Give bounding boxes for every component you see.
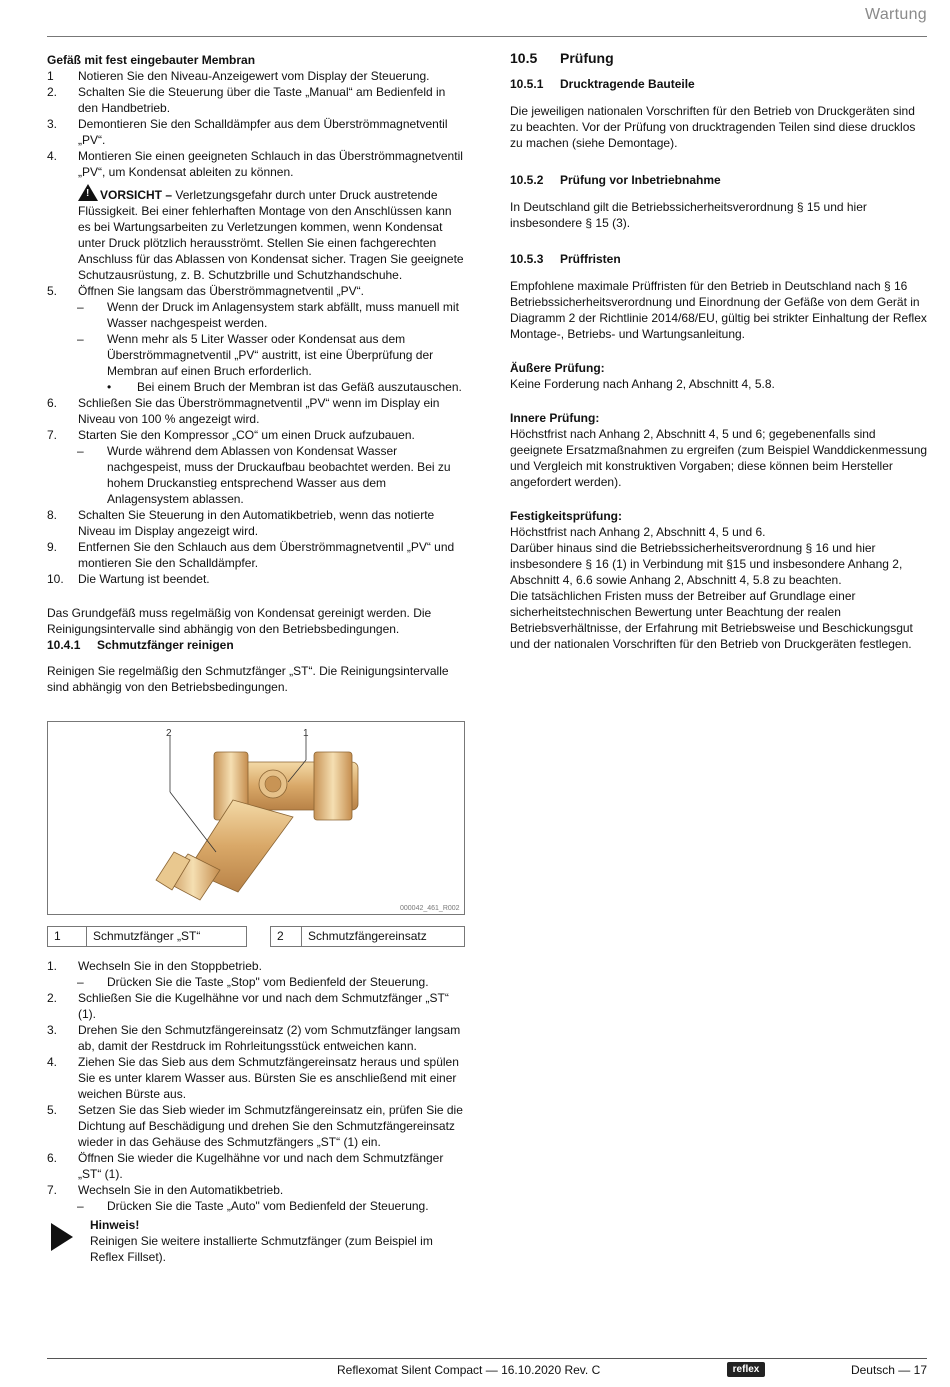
right-column: [510, 50, 928, 652]
step-b1-sub: [47, 974, 465, 990]
step-text: Demontieren Sie den Schalldämpfer aus dem Überströmmagnetventil „PV“.: [78, 117, 448, 147]
step-text: Drücken Sie die Taste „Stop" vom Bedienfeld der Steuerung.: [107, 975, 429, 989]
step-b2: [47, 990, 465, 1022]
legend-item-2: [270, 926, 465, 947]
strainer-figure: [47, 721, 465, 915]
step-number: 10.: [47, 572, 64, 586]
hint-title: Hinweis!: [90, 1218, 140, 1232]
step-text: Schließen Sie die Kugelhähne vor und nach dem Schmutzfänger „ST“ (1).: [78, 991, 449, 1021]
footer-document-info: Reflexomat Silent Compact — 16.10.2020 Rev. C: [337, 1363, 601, 1377]
section-10-4-1-heading: [47, 637, 465, 653]
step-text: Öffnen Sie wieder die Kugelhähne vor und nach dem Schmutzfänger „ST“ (1).: [78, 1151, 444, 1181]
step-a3: [47, 116, 465, 148]
step-text: Schalten Sie Steuerung in den Automatikbetrieb, wenn das notierte Niveau im Display angezeigt wird.: [78, 508, 435, 538]
step-b7-sub: [47, 1198, 465, 1214]
step-text: Schließen Sie das Überströmmagnetventil „PV“ wenn im Display ein Niveau von 100 % angezeigt wird.: [78, 396, 440, 426]
section-number: 10.5.3: [510, 252, 544, 266]
section-10-5-3-text: Empfohlene maximale Prüffristen für den Betrieb in Deutschland nach § 16 Betriebssicherheitsverordnung und Einordnung der Gefäße von dem Gerät in Diagramm 2 der Richtlinie 2014/68/EU, gültig bei strikter Einhaltung der Reflex Montage-, Betriebs- und Wartungsanleitung.: [510, 279, 927, 341]
section-10-5-1-text: Die jeweiligen nationalen Vorschriften für den Betrieb von Druckgeräten sind zu beachten. Vor der Prüfung von drucktragenden Teilen sind diese drucklos zu machen (siehe Demontage).: [510, 104, 916, 150]
warning-label: VORSICHT –: [100, 188, 173, 202]
hint-block: [47, 1217, 465, 1265]
step-number: 7.: [47, 428, 58, 442]
strainer-steps: [47, 958, 465, 1214]
step-b7: [47, 1182, 465, 1198]
step-text: Wenn mehr als 5 Liter Wasser oder Kondensat aus dem Überströmmagnetventil „PV“ austritt, ist eine Überprüfung der Membran auf einen Bruch erforderlich.: [107, 332, 434, 378]
step-a8: [47, 507, 465, 539]
section-10-5-3-heading: [510, 251, 928, 267]
step-b4: [47, 1054, 465, 1102]
step-number: 9.: [47, 540, 58, 554]
step-text: Bei einem Bruch der Membran ist das Gefäß auszutauschen.: [137, 380, 462, 394]
legend-item-1: [47, 926, 247, 947]
section-10-5-1-heading: [510, 76, 928, 92]
header-title: Wartung: [865, 6, 927, 23]
strength-test-text-3: Die tatsächlichen Fristen muss der Betreiber auf Grundlage einer sicherheitstechnischen Bewertung unter Beachtung der realen Betriebsverhältnisse, der Erfahrung mit Betriebsweise und Beschickungsgut und der nationalen Vorschriften für den Betrieb von Druckgeräten festlegen.: [510, 589, 913, 651]
step-a1: [47, 68, 465, 84]
reflex-logo: reflex: [727, 1362, 765, 1377]
strength-test-heading: Festigkeitsprüfung:: [510, 509, 623, 523]
step-text: Wenn der Druck im Anlagensystem stark abfällt, muss manuell mit Wasser nachgespeist werden.: [107, 300, 459, 330]
step-number: 8.: [47, 508, 58, 522]
legend-key: 2: [271, 927, 302, 946]
dash-marker: –: [77, 975, 84, 989]
dash-marker: –: [77, 1199, 84, 1213]
footer-divider: [47, 1358, 927, 1359]
step-text: Ziehen Sie das Sieb aus dem Schmutzfängereinsatz heraus und spülen Sie es unter klarem Wasser aus. Bürsten Sie es anschließend mit einer weichen Bürste aus.: [78, 1055, 459, 1101]
step-number: 3.: [47, 117, 58, 131]
legend-key: 1: [48, 927, 87, 946]
section-10-5-2-heading: [510, 172, 928, 188]
step-text: Setzen Sie das Sieb wieder im Schmutzfängereinsatz ein, prüfen Sie die Dichtung auf Beschädigung und drehen Sie den Schmutzfängereinsatz wieder in das Gehäuse des Schmutzfängers „ST“ (1) ein.: [78, 1103, 463, 1149]
step-number: 3.: [47, 1023, 58, 1037]
step-text: Montieren Sie einen geeigneten Schlauch in das Überströmmagnetventil „PV“, um Kondensat ableiten zu können.: [78, 149, 463, 179]
step-a4: [47, 148, 465, 180]
dash-marker: –: [77, 300, 84, 314]
step-a5-sub1: [47, 299, 465, 331]
bullet-marker: •: [107, 380, 112, 394]
section-title: Prüffristen: [560, 252, 621, 266]
step-number: 6.: [47, 1151, 58, 1165]
strainer-illustration: [48, 722, 464, 914]
step-b1: [47, 958, 465, 974]
step-number: 1.: [47, 959, 58, 973]
warning-block: [47, 184, 465, 283]
step-text: Schalten Sie die Steuerung über die Taste „Manual“ am Bedienfeld in den Handbetrieb.: [78, 85, 446, 115]
section-10-5-2-text: In Deutschland gilt die Betriebssicherheitsverordnung § 15 und hier insbesondere § 15 (3).: [510, 200, 867, 230]
step-number: 5.: [47, 284, 58, 298]
legend-value: Schmutzfängereinsatz: [308, 929, 427, 943]
step-a10: [47, 571, 465, 587]
dash-marker: –: [77, 444, 84, 458]
section-number: 10.5.1: [510, 77, 544, 91]
section-number: 10.5.2: [510, 173, 544, 187]
header-divider: [47, 36, 927, 37]
figure-label-1: 1: [303, 728, 309, 739]
warning-triangle-icon: !: [78, 184, 98, 201]
step-a5: [47, 283, 465, 299]
play-arrow-icon: [51, 1223, 73, 1251]
section-10-5-heading: [510, 50, 928, 66]
step-text: Öffnen Sie langsam das Überströmmagnetventil „PV“.: [78, 284, 364, 298]
step-number: 2.: [47, 85, 58, 99]
step-text: Entfernen Sie den Schlauch aus dem Überströmmagnetventil „PV“ und montieren Sie den Schalldämpfer.: [78, 540, 455, 570]
step-text: Notieren Sie den Niveau-Anzeigewert vom Display der Steuerung.: [78, 69, 430, 83]
section-number: 10.5: [510, 50, 538, 66]
hint-text: Reinigen Sie weitere installierte Schmutzfänger (zum Beispiel im Reflex Fillset).: [90, 1234, 433, 1264]
step-text: Drehen Sie den Schmutzfängereinsatz (2) vom Schmutzfänger langsam ab, damit der Restdruck im Rohrleitungsstück entweichen kann.: [78, 1023, 461, 1053]
left-column: [47, 52, 465, 695]
step-text: Wechseln Sie in den Automatikbetrieb.: [78, 1183, 284, 1197]
figure-label-2: 2: [166, 728, 172, 739]
internal-inspection-heading: Innere Prüfung:: [510, 411, 600, 425]
legend-value: Schmutzfänger „ST“: [93, 929, 201, 943]
step-text: Drücken Sie die Taste „Auto" vom Bedienfeld der Steuerung.: [107, 1199, 429, 1213]
step-number: 2.: [47, 991, 58, 1005]
step-a6: [47, 395, 465, 427]
step-number: 4.: [47, 1055, 58, 1069]
step-b5: [47, 1102, 465, 1150]
step-a7: [47, 427, 465, 443]
step-text: Die Wartung ist beendet.: [78, 572, 210, 586]
step-a7-sub: [47, 443, 465, 507]
strength-test-text-2: Darüber hinaus sind die Betriebssicherheitsverordnung § 16 und hier insbesondere § 16 (1) in Verbindung mit §15 und insbesondere Anhang 2, Abschnitt 4, 6.6 sowie Anhang 2, Abschnitt 4, 5.8 zu beachten.: [510, 541, 903, 587]
section-title: Prüfung: [560, 50, 614, 66]
footer-page-info: Deutsch — 17: [850, 1363, 927, 1377]
step-number: 1: [47, 69, 54, 83]
internal-inspection-text: Höchstfrist nach Anhang 2, Abschnitt 4, 5 und 6; gegebenenfalls sind geeignete Ersatzmaßnahmen zu ergreifen (zum Beispiel Wanddickenmessung und Vergleich mit konstruktiven Vorgaben; diese können beim Hersteller angefordert werden).: [510, 427, 928, 489]
external-inspection-text: Keine Forderung nach Anhang 2, Abschnitt 4, 5.8.: [510, 377, 775, 391]
step-number: 6.: [47, 396, 58, 410]
external-inspection-heading: Äußere Prüfung:: [510, 361, 605, 375]
right-hex-nut: [314, 752, 352, 820]
step-b6: [47, 1150, 465, 1182]
vessel-heading: Gefäß mit fest eingebauter Membran: [47, 53, 256, 67]
step-a5-sub2: [47, 331, 465, 379]
section-10-4-1-intro: Reinigen Sie regelmäßig den Schmutzfänger „ST“. Die Reinigungsintervalle sind abhängig von den Betriebsbedingungen.: [47, 664, 449, 694]
section-number: 10.4.1: [47, 638, 81, 652]
section-title: Prüfung vor Inbetriebnahme: [560, 173, 721, 187]
section-title: Drucktragende Bauteile: [560, 77, 695, 91]
warning-text: Verletzungsgefahr durch unter Druck austretende Flüssigkeit. Bei einer fehlerhaften Montage von den Anschlüssen kann es bei Wartungsarbeiten zu Verletzungen kommen, wenn Kondensat unter Druck plötzlich herausströmt. Stellen Sie einen fachgerechten Anschluss für das Ablassen von Kondensat sicher. Tragen Sie geeignete Schutzausrüstung, z. B. Schutzbrille und Schutzhandschuhe.: [78, 188, 464, 282]
section-title: Schmutzfänger reinigen: [97, 638, 234, 652]
strength-test-text-1: Höchstfrist nach Anhang 2, Abschnitt 4, 5 und 6.: [510, 525, 766, 539]
step-a5-bullet: [47, 379, 465, 395]
step-b3: [47, 1022, 465, 1054]
step-number: 4.: [47, 149, 58, 163]
step-number: 7.: [47, 1183, 58, 1197]
step-number: 5.: [47, 1103, 58, 1117]
step-a9: [47, 539, 465, 571]
step-text: Starten Sie den Kompressor „CO“ um einen Druck aufzubauen.: [78, 428, 415, 442]
step-text: Wurde während dem Ablassen von Kondensat Wasser nachgespeist, muss der Druckaufbau beobachtet werden. Bei zu hohem Druckanstieg entsprechend Wasser aus dem Anlagensystem ablassen.: [107, 444, 451, 506]
figure-code: 000042_461_R002: [400, 905, 460, 912]
step-a2: [47, 84, 465, 116]
step-text: Wechseln Sie in den Stoppbetrieb.: [78, 959, 262, 973]
cleaning-paragraph: Das Grundgefäß muss regelmäßig von Kondensat gereinigt werden. Die Reinigungsintervalle sind abhängig von den Betriebsbedingungen.: [47, 606, 432, 636]
dash-marker: –: [77, 332, 84, 346]
